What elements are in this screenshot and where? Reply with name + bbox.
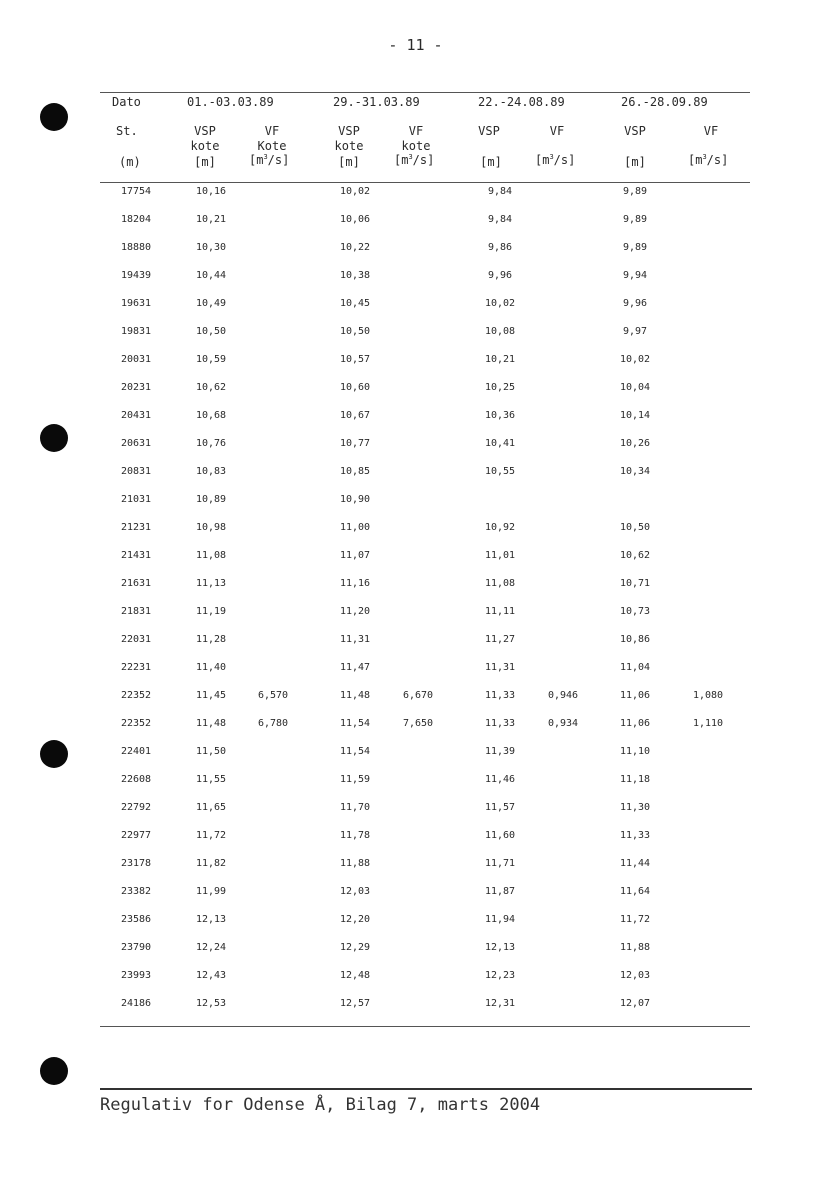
station-cell: 24186	[120, 998, 152, 1009]
p2-vsp-cell: 11,88	[339, 858, 371, 869]
table-row	[0, 408, 831, 436]
station-cell: 22401	[120, 746, 152, 757]
station-cell: 21431	[120, 550, 152, 561]
p3-vf-cell: 0,934	[547, 718, 579, 729]
p1-vsp-cell: 11,19	[195, 606, 227, 617]
station-cell: 23790	[120, 942, 152, 953]
p1-vsp-cell: 10,49	[195, 298, 227, 309]
p1-vsp-cell: 11,48	[195, 718, 227, 729]
station-cell: 22792	[120, 802, 152, 813]
p2-vsp-cell: 12,03	[339, 886, 371, 897]
station-cell: 21631	[120, 578, 152, 589]
page-number: - 11 -	[388, 36, 443, 54]
p2-vsp-cell: 11,16	[339, 578, 371, 589]
table-row	[0, 492, 831, 520]
p3-vsp-cell: 11,11	[484, 606, 516, 617]
p1-vsp-cell: 10,59	[195, 354, 227, 365]
p1-vsp-cell: 11,40	[195, 662, 227, 673]
table-row	[0, 632, 831, 660]
station-cell: 21831	[120, 606, 152, 617]
p4-vsp-cell: 10,26	[619, 438, 651, 449]
p1-vsp-cell: 12,43	[195, 970, 227, 981]
p3-vsp-cell: 9,84	[487, 186, 513, 197]
p1-vsp-cell: 12,24	[195, 942, 227, 953]
table-row	[0, 268, 831, 296]
table-top-rule	[100, 92, 750, 93]
p3-vsp-cell: 11,33	[484, 690, 516, 701]
p1-vsp-cell: 10,21	[195, 214, 227, 225]
station-cell: 22031	[120, 634, 152, 645]
station-cell: 20831	[120, 466, 152, 477]
station-cell: 20431	[120, 410, 152, 421]
p3-vsp-cell: 10,41	[484, 438, 516, 449]
p3-vsp-cell: 11,57	[484, 802, 516, 813]
p2-vsp-cell: 11,70	[339, 802, 371, 813]
p3-vsp-cell: 11,08	[484, 578, 516, 589]
table-row	[0, 772, 831, 800]
p4-vsp-cell: 11,30	[619, 802, 651, 813]
station-cell: 19439	[120, 270, 152, 281]
p4-vsp-cell: 10,86	[619, 634, 651, 645]
station-cell: 17754	[120, 186, 152, 197]
p2-vf-label: VF	[408, 124, 424, 138]
p3-vsp-cell: 9,86	[487, 242, 513, 253]
p3-vsp-cell: 10,25	[484, 382, 516, 393]
p4-vsp-cell: 11,06	[619, 718, 651, 729]
p2-vsp-unit: [m]	[338, 155, 360, 169]
station-cell: 19831	[120, 326, 152, 337]
p1-vsp-sub: kote	[190, 139, 220, 153]
p4-vsp-cell: 9,97	[622, 326, 648, 337]
p3-vf-cell: 0,946	[547, 690, 579, 701]
p2-vsp-cell: 10,67	[339, 410, 371, 421]
p4-vsp-cell: 11,33	[619, 830, 651, 841]
punch-hole	[40, 103, 68, 131]
p1-vsp-cell: 10,30	[195, 242, 227, 253]
table-row	[0, 968, 831, 996]
punch-hole	[40, 1057, 68, 1085]
table-row	[0, 184, 831, 212]
station-label: St.	[116, 124, 138, 138]
table-row	[0, 884, 831, 912]
p2-vsp-cell: 12,20	[339, 914, 371, 925]
table-row	[0, 744, 831, 772]
p1-vsp-cell: 11,45	[195, 690, 227, 701]
table-row	[0, 912, 831, 940]
p1-vsp-cell: 10,44	[195, 270, 227, 281]
station-cell: 20231	[120, 382, 152, 393]
table-row	[0, 464, 831, 492]
table-row	[0, 688, 831, 716]
p3-vsp-cell: 9,84	[487, 214, 513, 225]
p2-vsp-cell: 11,48	[339, 690, 371, 701]
p3-vsp-cell: 11,94	[484, 914, 516, 925]
p1-vsp-cell: 10,83	[195, 466, 227, 477]
p2-vf-cell: 7,650	[402, 718, 434, 729]
p2-vsp-cell: 10,77	[339, 438, 371, 449]
p1-vsp-cell: 11,72	[195, 830, 227, 841]
p1-vsp-unit: [m]	[194, 155, 216, 169]
table-row	[0, 548, 831, 576]
p2-vsp-cell: 10,85	[339, 466, 371, 477]
p1-vf-cell: 6,780	[257, 718, 289, 729]
p3-vsp-cell: 10,36	[484, 410, 516, 421]
p2-vf-sub: kote	[401, 139, 431, 153]
p4-vsp-cell: 9,96	[622, 298, 648, 309]
p2-vsp-cell: 11,20	[339, 606, 371, 617]
table-row	[0, 380, 831, 408]
p2-vsp-sub: kote	[334, 139, 364, 153]
p3-vsp-cell: 12,23	[484, 970, 516, 981]
period-4: 26.-28.09.89	[621, 95, 708, 109]
p4-vsp-cell: 10,73	[619, 606, 651, 617]
p1-vsp-label: VSP	[194, 124, 216, 138]
station-cell: 23586	[120, 914, 152, 925]
p3-vf-unit: $[m^3/s]$	[535, 153, 576, 167]
p3-vsp-cell: 11,01	[484, 550, 516, 561]
footer-rule	[100, 1088, 752, 1090]
p4-vsp-cell: 10,02	[619, 354, 651, 365]
p3-vsp-cell: 11,71	[484, 858, 516, 869]
station-cell: 18880	[120, 242, 152, 253]
station-cell: 22608	[120, 774, 152, 785]
p4-vsp-cell: 11,64	[619, 886, 651, 897]
period-3: 22.-24.08.89	[478, 95, 565, 109]
table-row	[0, 800, 831, 828]
p3-vsp-cell: 11,33	[484, 718, 516, 729]
p4-vf-cell: 1,110	[692, 718, 724, 729]
table-row	[0, 352, 831, 380]
station-cell: 21231	[120, 522, 152, 533]
table-row	[0, 436, 831, 464]
p2-vsp-label: VSP	[338, 124, 360, 138]
p1-vsp-cell: 12,53	[195, 998, 227, 1009]
p3-vsp-cell: 12,13	[484, 942, 516, 953]
p4-vsp-cell: 11,44	[619, 858, 651, 869]
table-row	[0, 576, 831, 604]
p1-vsp-cell: 11,82	[195, 858, 227, 869]
p2-vsp-cell: 11,59	[339, 774, 371, 785]
p4-vsp-cell: 11,10	[619, 746, 651, 757]
p3-vsp-cell: 9,96	[487, 270, 513, 281]
p2-vsp-cell: 10,06	[339, 214, 371, 225]
p3-vsp-cell: 10,08	[484, 326, 516, 337]
p1-vf-label: VF	[264, 124, 280, 138]
p2-vsp-cell: 11,47	[339, 662, 371, 673]
p1-vsp-cell: 11,65	[195, 802, 227, 813]
header-bottom-rule	[100, 182, 750, 183]
p4-vf-label: VF	[703, 124, 719, 138]
p1-vsp-cell: 10,89	[195, 494, 227, 505]
station-cell: 23382	[120, 886, 152, 897]
p4-vsp-cell: 9,89	[622, 186, 648, 197]
p4-vsp-cell: 10,14	[619, 410, 651, 421]
p3-vsp-cell: 11,87	[484, 886, 516, 897]
station-cell: 22352	[120, 690, 152, 701]
p1-vsp-cell: 11,13	[195, 578, 227, 589]
p1-vf-unit: $[m^3/s]$	[249, 153, 290, 167]
p1-vsp-cell: 10,50	[195, 326, 227, 337]
p1-vsp-cell: 11,28	[195, 634, 227, 645]
table-row	[0, 856, 831, 884]
p2-vsp-cell: 10,50	[339, 326, 371, 337]
p4-vsp-cell: 11,04	[619, 662, 651, 673]
p4-vsp-cell: 10,50	[619, 522, 651, 533]
station-cell: 22231	[120, 662, 152, 673]
p3-vsp-cell: 10,92	[484, 522, 516, 533]
p2-vf-unit: $[m^3/s]$	[394, 153, 435, 167]
station-cell: 22352	[120, 718, 152, 729]
footer-text: Regulativ for Odense Å, Bilag 7, marts 2004	[100, 1095, 541, 1115]
p1-vsp-cell: 11,50	[195, 746, 227, 757]
table-row	[0, 940, 831, 968]
table-row	[0, 996, 831, 1024]
table-bottom-rule	[100, 1026, 750, 1027]
table-row	[0, 240, 831, 268]
p1-vsp-cell: 12,13	[195, 914, 227, 925]
period-2: 29.-31.03.89	[333, 95, 420, 109]
station-cell: 23178	[120, 858, 152, 869]
p4-vsp-cell: 9,94	[622, 270, 648, 281]
p1-vsp-cell: 11,08	[195, 550, 227, 561]
p3-vf-label: VF	[549, 124, 565, 138]
p4-vsp-cell: 11,88	[619, 942, 651, 953]
station-cell: 19631	[120, 298, 152, 309]
p1-vf-cell: 6,570	[257, 690, 289, 701]
p3-vsp-cell: 11,27	[484, 634, 516, 645]
table-row	[0, 520, 831, 548]
p2-vsp-cell: 11,07	[339, 550, 371, 561]
p2-vsp-cell: 10,57	[339, 354, 371, 365]
p1-vsp-cell: 10,16	[195, 186, 227, 197]
p1-vsp-cell: 10,68	[195, 410, 227, 421]
table-row	[0, 828, 831, 856]
p1-vsp-cell: 10,76	[195, 438, 227, 449]
p2-vsp-cell: 10,45	[339, 298, 371, 309]
p2-vf-cell: 6,670	[402, 690, 434, 701]
p3-vsp-cell: 11,31	[484, 662, 516, 673]
table-row	[0, 324, 831, 352]
p2-vsp-cell: 12,29	[339, 942, 371, 953]
p3-vsp-label: VSP	[478, 124, 500, 138]
station-cell: 22977	[120, 830, 152, 841]
table-row	[0, 604, 831, 632]
p1-vsp-cell: 10,98	[195, 522, 227, 533]
p2-vsp-cell: 11,78	[339, 830, 371, 841]
p3-vsp-cell: 11,60	[484, 830, 516, 841]
table-row	[0, 660, 831, 688]
p4-vsp-cell: 12,03	[619, 970, 651, 981]
p2-vsp-cell: 11,54	[339, 718, 371, 729]
p4-vsp-cell: 11,06	[619, 690, 651, 701]
station-cell: 23993	[120, 970, 152, 981]
dato-label: Dato	[112, 95, 141, 109]
p4-vsp-cell: 10,71	[619, 578, 651, 589]
p4-vsp-cell: 11,18	[619, 774, 651, 785]
p2-vsp-cell: 10,60	[339, 382, 371, 393]
p3-vsp-cell: 11,39	[484, 746, 516, 757]
p2-vsp-cell: 10,38	[339, 270, 371, 281]
p4-vsp-cell: 10,62	[619, 550, 651, 561]
p3-vsp-unit: [m]	[480, 155, 502, 169]
p4-vf-unit: $[m^3/s]$	[688, 153, 729, 167]
p2-vsp-cell: 11,31	[339, 634, 371, 645]
p4-vsp-cell: 9,89	[622, 242, 648, 253]
p4-vsp-cell: 10,34	[619, 466, 651, 477]
p4-vsp-cell: 10,04	[619, 382, 651, 393]
p1-vsp-cell: 11,99	[195, 886, 227, 897]
table-row	[0, 212, 831, 240]
p3-vsp-cell: 10,21	[484, 354, 516, 365]
station-cell: 20031	[120, 354, 152, 365]
p4-vf-cell: 1,080	[692, 690, 724, 701]
p2-vsp-cell: 10,02	[339, 186, 371, 197]
period-1: 01.-03.03.89	[187, 95, 274, 109]
p4-vsp-cell: 12,07	[619, 998, 651, 1009]
p3-vsp-cell: 10,02	[484, 298, 516, 309]
station-cell: 18204	[120, 214, 152, 225]
p2-vsp-cell: 11,54	[339, 746, 371, 757]
table-body	[0, 184, 831, 1024]
p2-vsp-cell: 10,90	[339, 494, 371, 505]
p4-vsp-cell: 9,89	[622, 214, 648, 225]
p2-vsp-cell: 10,22	[339, 242, 371, 253]
table-row	[0, 296, 831, 324]
p2-vsp-cell: 11,00	[339, 522, 371, 533]
table-row	[0, 716, 831, 744]
p4-vsp-label: VSP	[624, 124, 646, 138]
p3-vsp-cell: 10,55	[484, 466, 516, 477]
station-cell: 20631	[120, 438, 152, 449]
station-cell: 21031	[120, 494, 152, 505]
p2-vsp-cell: 12,57	[339, 998, 371, 1009]
p1-vsp-cell: 11,55	[195, 774, 227, 785]
p3-vsp-cell: 11,46	[484, 774, 516, 785]
p4-vsp-cell: 11,72	[619, 914, 651, 925]
station-unit: (m)	[119, 155, 141, 169]
p4-vsp-unit: [m]	[624, 155, 646, 169]
p3-vsp-cell: 12,31	[484, 998, 516, 1009]
p2-vsp-cell: 12,48	[339, 970, 371, 981]
p1-vf-sub: Kote	[257, 139, 287, 153]
p1-vsp-cell: 10,62	[195, 382, 227, 393]
